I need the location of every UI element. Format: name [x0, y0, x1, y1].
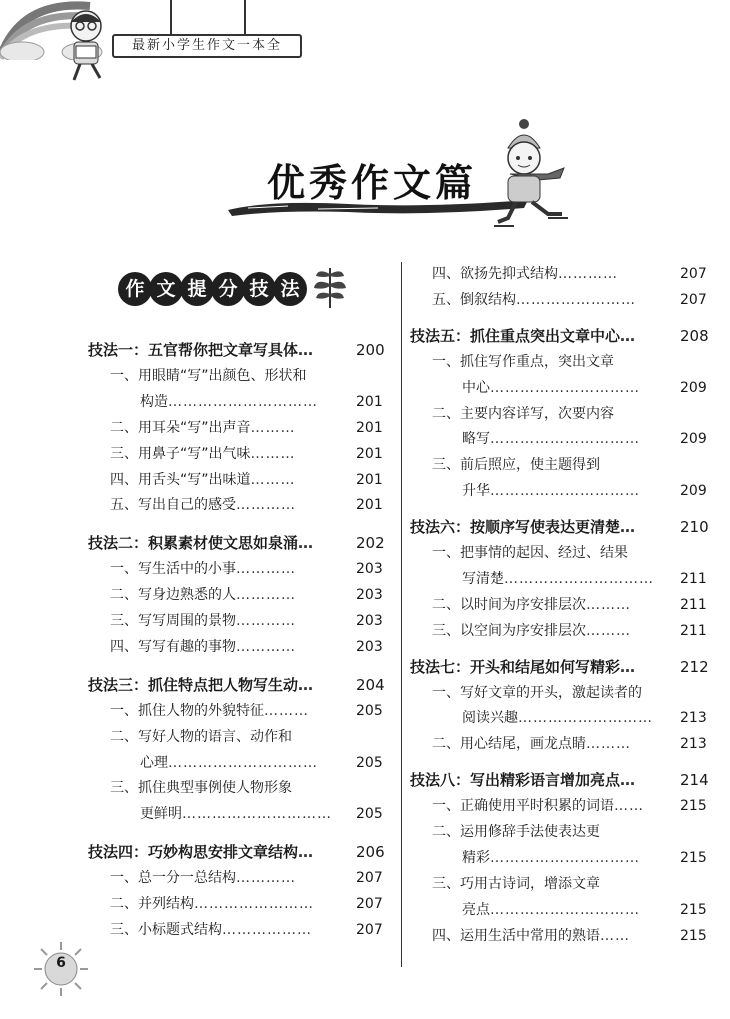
toc-entry-text: 技法五：抓住重点突出文章中心 [410, 326, 621, 345]
toc-page-number: 209 [680, 379, 707, 396]
toc-page-number: 207 [356, 896, 383, 912]
toc-entry-text: 亮点 [462, 901, 490, 918]
toc-entry [110, 727, 292, 747]
toc-page-number: 203 [356, 587, 383, 604]
toc-entry [432, 543, 628, 563]
toc-entry-text: 一、正确使用平时积累的词语 [432, 798, 614, 815]
toc-leader-dots: ………………………… [490, 483, 640, 500]
toc-page-number: 215 [680, 798, 707, 815]
toc-entry [110, 894, 314, 914]
toc-leader-dots: ……………………… [518, 710, 653, 727]
toc-entry [140, 753, 318, 773]
toc-page-number: 207 [680, 291, 707, 308]
toc-entry-text: 一、把事情的起因、经过、结果 [432, 545, 628, 561]
toc-entry [432, 404, 614, 424]
toc-entry-text: 精彩 [462, 849, 490, 866]
toc-leader-dots: …………………… [516, 291, 636, 308]
toc-leader-dots: … [620, 771, 637, 790]
toc-leader-dots: ………………………… [504, 570, 654, 587]
toc-page-number: 203 [356, 561, 383, 578]
brush-stroke-decoration [228, 196, 528, 218]
toc-leader-dots: ………………………… [490, 901, 640, 918]
toc-page-number: 201 [356, 445, 383, 462]
toc-page-number: 207 [356, 921, 383, 938]
toc-page-number: 201 [356, 497, 383, 514]
toc-page-number: 211 [680, 622, 707, 639]
toc-entry-text: 阅读兴趣 [462, 710, 518, 727]
toc-entry [110, 778, 292, 798]
toc-entry [110, 611, 296, 631]
toc-leader-dots: … [620, 326, 637, 345]
toc-section-heading [410, 326, 636, 346]
toc-leader-dots: ………… [236, 561, 296, 578]
toc-leader-dots: ……… [250, 471, 296, 488]
toc-page-number: 209 [680, 431, 707, 448]
toc-page-number: 201 [356, 471, 383, 488]
toc-leader-dots: ………………………… [490, 431, 640, 448]
toc-entry [462, 429, 640, 449]
toc-leader-dots: … [620, 657, 637, 676]
toc-section-heading [88, 675, 314, 695]
toc-entry [432, 621, 631, 641]
toc-entry-text: 三、巧用古诗词，增添文章 [432, 875, 600, 892]
toc-leader-dots: …… [600, 927, 630, 944]
toc-entry-text: 二、用心结尾，画龙点睛 [432, 736, 586, 753]
page-number: 6 [56, 955, 66, 971]
toc-entry-text: 三、用鼻子“写”出气味 [110, 445, 251, 462]
toc-entry-text: 更鲜明 [140, 806, 182, 823]
toc-entry [140, 392, 318, 412]
toc-entry [110, 366, 307, 386]
toc-page-number: 201 [356, 393, 383, 410]
toc-entry-text: 三、写写周围的景物 [110, 613, 236, 629]
toc-entry-text: 三、抓住典型事例使人物形象 [110, 780, 292, 797]
toc-entry-text: 技法四：巧妙构思安排文章结构 [88, 843, 299, 862]
banner-char: 提 [180, 272, 214, 306]
page-header [0, 0, 730, 110]
toc-entry-text: 一、总一分一总结构 [110, 870, 236, 887]
toc-entry [432, 455, 600, 475]
toc-leader-dots: …………………… [194, 896, 314, 912]
toc-leader-dots: ………… [236, 638, 296, 655]
toc-page-number: 201 [356, 419, 383, 436]
toc-entry-text: 技法八：写出精彩语言增加亮点 [410, 771, 621, 790]
toc-section-heading [88, 533, 314, 553]
toc-entry [462, 900, 640, 920]
toc-entry-text: 一、抓住写作重点，突出文章 [432, 353, 614, 370]
toc-page-number: 215 [680, 849, 707, 866]
kid-reading-icon [58, 6, 118, 86]
toc-entry-text: 略写 [462, 431, 490, 448]
toc-entry-text: 四、欲扬先抑式结构 [432, 266, 558, 282]
toc-entry-text: 二、用耳朵“写”出声音 [110, 419, 251, 436]
toc-leader-dots: ………………………… [182, 806, 332, 823]
book-title-label: 最新小学生作文一本全 [112, 34, 302, 58]
banner-char: 技 [242, 272, 276, 306]
toc-entry-text: 五、倒叙结构 [432, 291, 516, 308]
toc-entry-text: 技法一：五官帮你把文章写具体 [88, 341, 299, 359]
toc-entry-text: 二、以时间为序安排层次 [432, 596, 586, 613]
toc-entry-text: 中心 [462, 379, 490, 396]
toc-entry-text: 四、用舌头“写”出味道 [110, 471, 251, 488]
toc-page-number: 214 [680, 771, 709, 790]
toc-leader-dots: ……… [586, 736, 631, 753]
toc-entry-text: 升华 [462, 483, 490, 500]
toc-entry-text: 三、前后照应，使主题得到 [432, 457, 600, 474]
toc-section-heading [410, 657, 636, 677]
toc-entry [432, 822, 600, 842]
toc-entry [462, 378, 640, 398]
toc-entry [432, 595, 631, 615]
toc-page-number: 207 [356, 870, 383, 887]
toc-leader-dots: ………… [236, 497, 296, 514]
toc-entry [110, 418, 296, 438]
toc-leader-dots: ……… [250, 419, 296, 436]
banner-char: 法 [273, 272, 307, 306]
toc-entry [432, 683, 642, 703]
toc-leader-dots: ………………………… [168, 754, 318, 771]
toc-entry-text: 三、小标题式结构 [110, 921, 222, 938]
toc-entry [110, 701, 309, 721]
toc-leader-dots: … [298, 675, 315, 694]
toc-leader-dots: ………………………… [490, 849, 640, 866]
toc-leader-dots: ……… [264, 702, 309, 719]
toc-page-number: 203 [356, 638, 383, 655]
toc-page-number: 213 [680, 736, 707, 753]
toc-entry [432, 874, 600, 894]
hanging-string-left [170, 0, 172, 36]
toc-leader-dots: … [620, 518, 637, 537]
toc-entry [462, 481, 640, 501]
toc-section-heading [410, 770, 636, 790]
toc-page-number: 206 [356, 843, 385, 862]
banner-char: 文 [149, 272, 183, 306]
toc-leader-dots: ………… [236, 870, 296, 887]
toc-entry-text: 一、写生活中的小事 [110, 561, 236, 578]
toc-leader-dots: ……… [250, 445, 296, 462]
toc-entry-text: 二、写好人物的语言、动作和 [110, 728, 292, 745]
toc-entry [432, 352, 614, 372]
toc-entry [110, 920, 312, 940]
column-divider [401, 262, 402, 967]
toc-entry [432, 926, 630, 946]
toc-leader-dots: ………………………… [168, 393, 318, 410]
leaf-icon [308, 262, 352, 310]
section-title: 优秀作文篇 [266, 160, 477, 205]
toc-entry [432, 290, 636, 310]
toc-entry [462, 708, 653, 728]
toc-entry [462, 848, 640, 868]
toc-leader-dots: ………………………… [490, 379, 640, 396]
toc-section-heading [88, 340, 314, 360]
toc-entry-text: 二、写身边熟悉的人 [110, 587, 236, 604]
toc-leader-dots: ……… [586, 622, 631, 639]
toc-page-number: 211 [680, 570, 707, 587]
banner-char: 作 [118, 272, 152, 306]
toc-entry [462, 569, 654, 589]
toc-entry-text: 一、写好文章的开头，激起读者的 [432, 684, 642, 701]
ice-skater-icon [488, 118, 572, 230]
toc-entry-text: 写清楚 [462, 570, 504, 587]
toc-entry-text: 四、写写有趣的事物 [110, 638, 236, 655]
toc-page-number: 207 [680, 266, 707, 282]
toc-leader-dots: ……… [586, 596, 631, 613]
toc-page-number: 203 [356, 613, 383, 629]
toc-leader-dots: … [298, 843, 315, 862]
toc-entry-text: 四、运用生活中常用的熟语 [432, 927, 600, 944]
toc-page-number: 212 [680, 657, 709, 676]
toc-entry-text: 二、主要内容详写，次要内容 [432, 405, 614, 422]
toc-leader-dots: …… [614, 798, 644, 815]
toc-entry [110, 637, 296, 657]
toc-page-number: 208 [680, 326, 709, 345]
toc-page-number: 210 [680, 518, 709, 537]
hanging-string-right [244, 0, 246, 36]
toc-entry [432, 734, 631, 754]
toc-page-number: 215 [680, 901, 707, 918]
toc-entry-text: 三、以空间为序安排层次 [432, 622, 586, 639]
toc-section-heading [88, 842, 314, 862]
toc-page-number: 205 [356, 806, 383, 823]
toc-entry [110, 868, 296, 888]
toc-leader-dots: ………… [236, 613, 296, 629]
banner-char: 分 [211, 272, 245, 306]
toc-entry-text: 二、并列结构 [110, 896, 194, 912]
toc-entry [110, 585, 296, 605]
toc-entry-text: 技法三：抓住特点把人物写生动 [88, 675, 299, 694]
toc-page-number: 211 [680, 596, 707, 613]
toc-entry [432, 796, 644, 816]
toc-page-number: 205 [356, 754, 383, 771]
toc-page-number: 204 [356, 675, 385, 694]
toc-entry [110, 470, 296, 490]
toc-leader-dots: ………… [236, 587, 296, 604]
toc-entry-text: 五、写出自己的感受 [110, 497, 236, 514]
toc-leader-dots: … [298, 341, 315, 359]
toc-entry-text: 技法六：按顺序写使表达更清楚 [410, 518, 621, 537]
toc-leader-dots: … [298, 534, 315, 553]
toc-entry [110, 495, 296, 515]
toc-entry-text: 心理 [140, 754, 168, 771]
toc-entry-text: 一、用眼睛“写”出颜色、形状和 [110, 367, 307, 384]
toc-entry [140, 804, 332, 824]
toc-page-number: 200 [356, 341, 385, 359]
toc-entry-text: 技法二：积累素材使文思如泉涌 [88, 534, 299, 553]
toc-entry-text: 技法七：开头和结尾如何写精彩 [410, 657, 621, 676]
toc-page-number: 213 [680, 710, 707, 727]
toc-entry [110, 444, 296, 464]
toc-section-heading [410, 517, 636, 537]
toc-leader-dots: ……………… [222, 921, 312, 938]
toc-entry [432, 264, 618, 284]
toc-entry [110, 559, 296, 579]
toc-entry-text: 一、抓住人物的外貌特征 [110, 702, 264, 719]
toc-page-number: 205 [356, 702, 383, 719]
toc-page-number: 215 [680, 927, 707, 944]
toc-leader-dots: ………… [558, 266, 618, 282]
toc-page-number: 209 [680, 483, 707, 500]
toc-page-number: 202 [356, 534, 385, 553]
toc-entry-text: 二、运用修辞手法使表达更 [432, 824, 600, 840]
toc-entry-text: 构造 [140, 393, 168, 410]
